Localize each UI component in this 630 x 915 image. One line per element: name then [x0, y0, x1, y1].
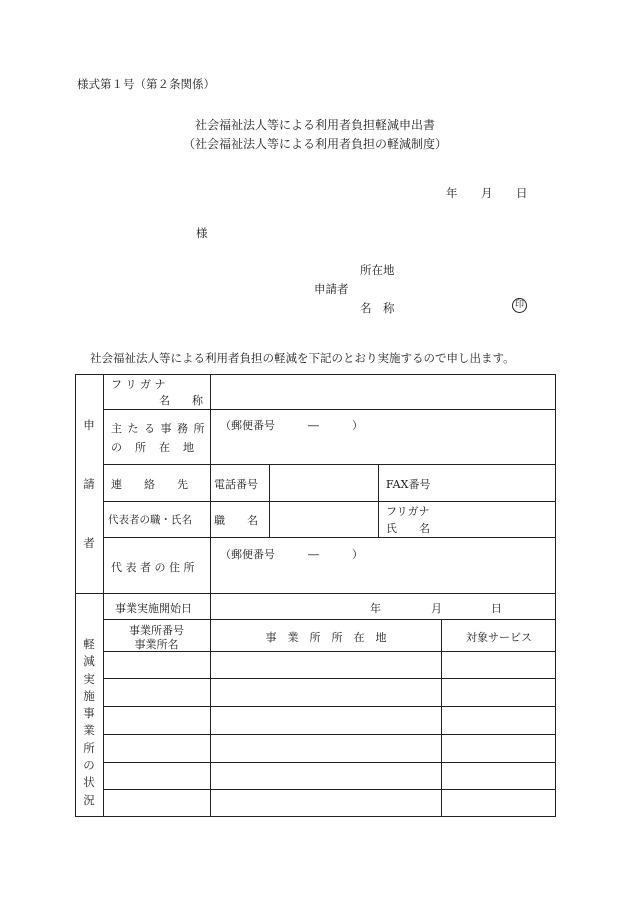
start-date-month: 月: [431, 602, 442, 615]
date-year-label: 年: [446, 186, 458, 200]
main-office-label: 主 た る 事 務 所: [111, 422, 206, 435]
rep-address-label: 代 表 者 の 住 所: [111, 561, 195, 574]
start-date-day: 日: [491, 602, 502, 615]
contact-label: 連 絡 先: [111, 478, 188, 491]
target-service-header: 対象サービス: [466, 631, 532, 644]
section-applicant-char-1: 申: [83, 418, 95, 432]
furigana-label: フ リ ガ ナ: [111, 378, 166, 391]
office-location-header: 事 業 所 所 在 地: [265, 631, 387, 644]
section-reduction-label: 軽 減 実 施 事 業 所 の 状 況: [83, 637, 95, 807]
document-title: 社会福祉法人等による利用者負担軽減申出書: [194, 118, 435, 132]
name-label: 名 称: [159, 394, 203, 407]
office-postal-code: （郵便番号 ― ）: [220, 419, 363, 432]
start-date-year: 年: [370, 602, 381, 615]
intro-text: 社会福祉法人等による利用者負担の軽減を下記のとおり実施するので申し出ます。: [90, 351, 515, 365]
seal-mark: 印: [512, 298, 527, 313]
date-day-label: 日: [516, 186, 528, 200]
representative-label: 代表者の職・氏名: [108, 514, 192, 526]
applicant-label: 申請者: [314, 282, 349, 296]
document-subtitle: （社会福祉法人等による利用者負担の軽減制度）: [182, 137, 447, 151]
start-date-label: 事業実施開始日: [115, 602, 192, 615]
fax-label: FAX番号: [386, 478, 431, 491]
rep-furigana-label: フリガナ: [386, 505, 430, 518]
addressee-honorific: 様: [196, 226, 208, 240]
main-office-location-label: の 所 在 地: [111, 441, 195, 454]
office-number-header: 事業所番号: [129, 624, 184, 637]
form-number: 様式第１号（第２条関係）: [77, 77, 215, 91]
rep-postal-code: （郵便番号 ― ）: [220, 548, 363, 561]
office-name-header: 事業所名: [134, 638, 179, 651]
applicant-name-label: 名 称: [360, 301, 395, 315]
date-month-label: 月: [481, 186, 493, 200]
application-table: [75, 374, 556, 817]
applicant-address-label: 所在地: [360, 263, 395, 277]
section-applicant-char-3: 者: [83, 536, 95, 550]
section-applicant-char-2: 請: [83, 477, 95, 491]
phone-label: 電話番号: [214, 478, 258, 491]
position-label: 職 名: [214, 514, 258, 527]
rep-name-label: 氏 名: [386, 522, 430, 535]
